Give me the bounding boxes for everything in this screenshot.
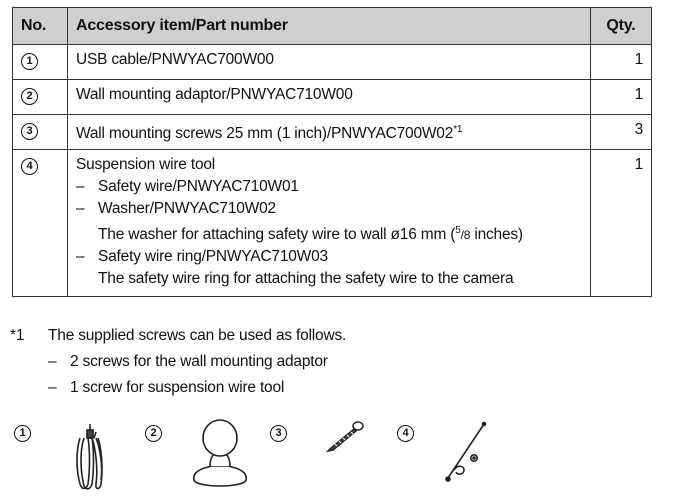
item-text: Wall mounting screws 25 mm (1 inch)/PNWYAC700W02 (76, 125, 454, 142)
sub-item-note: The safety wire ring for attaching the safety wire to the camera (98, 270, 514, 287)
sub-item (76, 198, 582, 220)
sub-item (76, 176, 582, 198)
usb-cable-icon (70, 420, 110, 492)
qty-cell: 1 (591, 80, 652, 115)
table-header-row (13, 8, 652, 45)
footnote-item (10, 349, 346, 375)
item-cell (68, 115, 591, 150)
item-cell: USB cable/PNWYAC700W00 (68, 45, 591, 80)
row-number-cell (13, 115, 68, 150)
table-row (13, 150, 652, 297)
sub-item-text: Safety wire ring/PNWYAC710W03 (98, 248, 328, 265)
screw-icon (325, 420, 365, 454)
row-number-cell (13, 80, 68, 115)
circled-number: 2 (145, 425, 162, 442)
sub-item-text: Washer/PNWYAC710W02 (98, 200, 276, 217)
circled-number: 4 (21, 158, 38, 175)
dash: – (76, 178, 85, 195)
note-text-end: inches) (470, 226, 523, 243)
header-no: No. (13, 8, 68, 45)
item-text: Suspension wire tool (76, 156, 216, 173)
circled-number: 3 (270, 425, 287, 442)
qty-cell: 3 (591, 115, 652, 150)
header-item: Accessory item/Part number (68, 8, 591, 45)
footnote-item-text: 2 screws for the wall mounting adaptor (70, 353, 328, 370)
dash: – (48, 379, 57, 396)
circled-number: 1 (21, 53, 38, 70)
sub-item-note (76, 220, 582, 246)
fraction-numerator: 5 (455, 225, 461, 236)
footnote-text: The supplied screws can be used as follows. (48, 327, 347, 344)
circled-number: 2 (21, 88, 38, 105)
row-number-cell (13, 150, 68, 297)
wall-mounting-adaptor-icon (188, 416, 252, 492)
table-row (13, 45, 652, 80)
header-qty: Qty. (591, 8, 652, 45)
accessory-table (12, 7, 652, 297)
footnote-item-text: 1 screw for suspension wire tool (70, 379, 285, 396)
circled-number: 1 (14, 425, 31, 442)
row-number-cell (13, 45, 68, 80)
dash: – (76, 248, 85, 265)
dash: – (76, 200, 85, 217)
sub-item-text: Safety wire/PNWYAC710W01 (98, 178, 299, 195)
table-row (13, 115, 652, 150)
footnote-line (10, 323, 346, 349)
footnote-mark: *1 (10, 327, 25, 344)
fraction-denominator: /8 (460, 228, 471, 242)
footnote (10, 323, 346, 401)
note-text: The washer for attaching safety wire to wall ø16 mm ( (98, 226, 456, 243)
qty-cell: 1 (591, 150, 652, 297)
circled-number: 3 (21, 123, 38, 140)
item-cell (68, 150, 591, 297)
item-cell: Wall mounting adaptor/PNWYAC710W00 (68, 80, 591, 115)
footnote-item (10, 375, 346, 401)
qty-cell: 1 (591, 45, 652, 80)
suspension-wire-icon (440, 420, 496, 484)
dash: – (48, 353, 57, 370)
footnote-ref: *1 (453, 124, 463, 135)
circled-number: 4 (397, 425, 414, 442)
sub-item (76, 246, 582, 268)
table-row (13, 80, 652, 115)
